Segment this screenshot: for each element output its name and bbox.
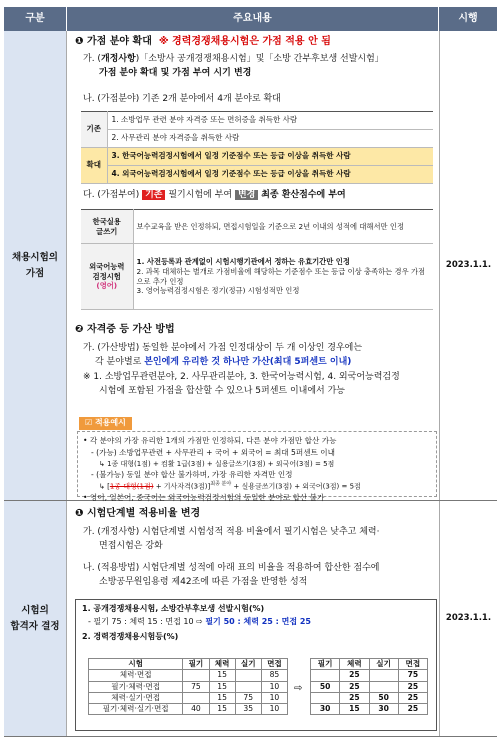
table-cell: 75 bbox=[235, 692, 261, 703]
field-row: 1. 소방업무 관련 분야 자격증 또는 면허증을 취득한 사람 bbox=[107, 112, 433, 130]
para-ga: 가. (개정사항) 시험단계별 시험성적 적용 비율에서 필기시험은 낮추고 체력· 면접시험은 강화 bbox=[83, 527, 380, 552]
table-header: 실기 bbox=[235, 659, 261, 670]
criteria-korean: 보수교육을 받은 인정하되, 면접시험일을 기준으로 2년 이내의 성적에 대해서만 인정 bbox=[133, 210, 433, 244]
table-cell: 10 bbox=[261, 681, 287, 692]
heading-ratio-change: ❶ 시험단계별 적용비율 변경 bbox=[75, 508, 201, 519]
table-header: 시험 bbox=[89, 659, 183, 670]
label-foreign-language: 외국어능력 검정시험 (영어) bbox=[81, 244, 133, 310]
table-row bbox=[89, 670, 288, 681]
badge-existing: 기존 bbox=[142, 190, 165, 200]
para-ga: 가. (개정사항)「소방사 공개경쟁채용시험」및「소방 간부후보생 선발시험」 가점 분야 확대 및 가점 부여 시기 변경 bbox=[83, 54, 384, 79]
section-additional-points bbox=[4, 31, 497, 501]
heading-expand-fields: ❶ 가점 분야 확대 ※ 경력경쟁채용시험은 가점 적용 안 됨 bbox=[75, 36, 331, 47]
table-cell: 25 bbox=[398, 681, 427, 692]
table-cell bbox=[311, 692, 340, 703]
table-cell: 50 bbox=[311, 681, 340, 692]
table-cell: 체력·면접 bbox=[89, 670, 183, 681]
para-na: 나. (적용방법) 시험단계별 성적에 아래 표의 비율을 적용하여 합산한 점수에 소방공무원임용령 제42조에 따른 가점을 반영한 성적 bbox=[83, 563, 380, 588]
header-effective-date: 시행 bbox=[439, 7, 497, 31]
header-category: 구분 bbox=[4, 7, 67, 31]
table-cell: 필기·체력·실기·면접 bbox=[89, 704, 183, 715]
table-header: 체력 bbox=[340, 659, 369, 670]
table-cell: 75 bbox=[398, 670, 427, 681]
label-korean-writing: 한국실용 글쓰기 bbox=[81, 210, 133, 244]
table-cell: 25 bbox=[340, 681, 369, 692]
table-cell: 35 bbox=[235, 704, 261, 715]
header-main-content: 주요내용 bbox=[67, 7, 439, 31]
table-row bbox=[311, 704, 428, 715]
fields-table bbox=[81, 111, 433, 184]
badge-changed: 변경 bbox=[235, 190, 258, 200]
new-ratio-table bbox=[310, 658, 428, 715]
table-header: 면접 bbox=[261, 659, 287, 670]
example-tag: ☑ 적용예시 bbox=[79, 417, 132, 430]
table-cell bbox=[235, 681, 261, 692]
table-cell: 25 bbox=[398, 704, 427, 715]
table-cell: 체력·실기·면접 bbox=[89, 692, 183, 703]
table-cell: 85 bbox=[261, 670, 287, 681]
field-row-highlight: 4. 외국어능력검정시험에서 일정 기준점수 또는 등급 이상을 취득한 사람 bbox=[107, 166, 433, 184]
table-cell bbox=[183, 670, 209, 681]
table-cell: 25 bbox=[340, 670, 369, 681]
label-expanded: 확대 bbox=[81, 148, 107, 184]
table-cell: 15 bbox=[209, 681, 235, 692]
table-cell: 40 bbox=[183, 704, 209, 715]
table-header: 실기 bbox=[369, 659, 398, 670]
ratio-box: 1. 공개경쟁채용시험, 소방간부후보생 선발시험(%) - 필기 75 : 체력 15 : 면접 10 ⇨ 필기 50 : 체력 25 : 면접 25 2. 경력경쟁채용시험등(%) 시험 필기 체력 실기 면접 체력·면접 15 85 필기·체력·면접 75 15 10 체력·실기·면접 15 75 10 필기·체력·실기·면접 40 15 35 10 ⇨ 필기 체력 실기 면접 25 75 50 25 25 25 50 25 30 15 30 25 bbox=[75, 599, 437, 731]
table-row bbox=[311, 692, 428, 703]
label-existing: 기존 bbox=[81, 112, 107, 148]
section-pass-decision bbox=[4, 501, 497, 737]
table-cell: 30 bbox=[369, 704, 398, 715]
arrow-icon: ⇨ bbox=[294, 683, 303, 694]
para-addition: 가. (가산방법) 동일한 분야에서 가점 인정대상이 두 개 이상인 경우에는 각 분야별로 본인에게 유리한 것 하나만 가산(최대 5퍼센트 이내) ※ 1. 소방업무관련분야, 2. 사무관리분야, 3. 한국어능력시험, 4. 외국어능력검정 시험에 포함된 가점을 합산할 수 있으나 5퍼센트 이내에서 가능 bbox=[83, 343, 400, 397]
table-header: 필기 bbox=[183, 659, 209, 670]
table-cell: 15 bbox=[209, 692, 235, 703]
table-cell: 필기·체력·면접 bbox=[89, 681, 183, 692]
criteria-foreign: 1. 사전등록과 관계없이 시험시행기관에서 정하는 유효기간만 인정 2. 과목 대체하는 별개로 가점비율에 해당하는 기준점수 또는 등급 이상 충족하는 경우 가점으로 추가 인정 3. 영어능력검정시험은 정기(정규) 시험성적만 인정 bbox=[133, 244, 433, 310]
table-cell bbox=[369, 681, 398, 692]
table-cell: 50 bbox=[369, 692, 398, 703]
old-ratio-table bbox=[88, 658, 288, 715]
table-cell: 10 bbox=[261, 692, 287, 703]
table-cell: 25 bbox=[398, 692, 427, 703]
field-row: 2. 사무관리 분야 자격증을 취득한 사람 bbox=[107, 130, 433, 148]
table-cell bbox=[311, 670, 340, 681]
table-row bbox=[89, 704, 288, 715]
table-row bbox=[89, 692, 288, 703]
note-career-exam: ※ 경력경쟁채용시험은 가점 적용 안 됨 bbox=[158, 36, 331, 47]
criteria-table bbox=[81, 209, 433, 310]
table-row bbox=[311, 681, 428, 692]
effective-date: 2023.1.1. bbox=[439, 501, 497, 736]
effective-date: 2023.1.1. bbox=[439, 31, 497, 500]
para-na: 나. (가점분야) 기존 2개 분야에서 4개 분야로 확대 bbox=[83, 94, 281, 104]
para-da: 다. (가점부여) 기존 필기시험에 부여 변경 최종 환산점수에 부여 bbox=[83, 190, 346, 200]
table-cell: 15 bbox=[340, 704, 369, 715]
table-cell bbox=[183, 692, 209, 703]
section-content bbox=[67, 31, 439, 503]
table-header: 면접 bbox=[398, 659, 427, 670]
table-cell: 75 bbox=[183, 681, 209, 692]
heading-addition-method: ❷ 자격증 등 가산 방법 bbox=[75, 324, 175, 335]
table-cell bbox=[369, 670, 398, 681]
example-box: • 각 분야의 가장 유리한 1개의 가점만 인정하되, 다른 분야 가점만 합산 가능 - (가능) 소방업무관련 + 사무관리 + 국어 + 외국어 = 최대 5퍼센트 이내 ↳ 1종 대형(1점) + 컴활 1급(3점) + 실용글쓰기(3점) + 외국어(3점) = 5점 - (불가능) 동일 분야 합산 불가하며, 가장 유리한 자격만 인정 ↳ [1종 대형(1점) + 기사자격(3점)]$^{최종 분야}$ + 실용글쓰기(3점) + 외국어(3점) = 5점 • 영어, 일본어, 중국어는 외국어능력검정시험의 동일한 분야로 합산 불가 bbox=[77, 431, 437, 497]
table-cell: 25 bbox=[340, 692, 369, 703]
section-content bbox=[67, 501, 439, 736]
table-cell: 15 bbox=[209, 704, 235, 715]
table-cell: 15 bbox=[209, 670, 235, 681]
field-row-highlight: 3. 한국어능력검정시험에서 일정 기준점수 또는 등급 이상을 취득한 사람 bbox=[107, 148, 433, 166]
table-row bbox=[311, 670, 428, 681]
table-header: 필기 bbox=[311, 659, 340, 670]
table-cell: 10 bbox=[261, 704, 287, 715]
section-label: 시험의 합격자 결정 bbox=[4, 501, 67, 736]
table-row bbox=[89, 681, 288, 692]
section-label: 채용시험의 가점 bbox=[4, 31, 67, 500]
table-header: 체력 bbox=[209, 659, 235, 670]
table-cell: 30 bbox=[311, 704, 340, 715]
table-cell bbox=[235, 670, 261, 681]
